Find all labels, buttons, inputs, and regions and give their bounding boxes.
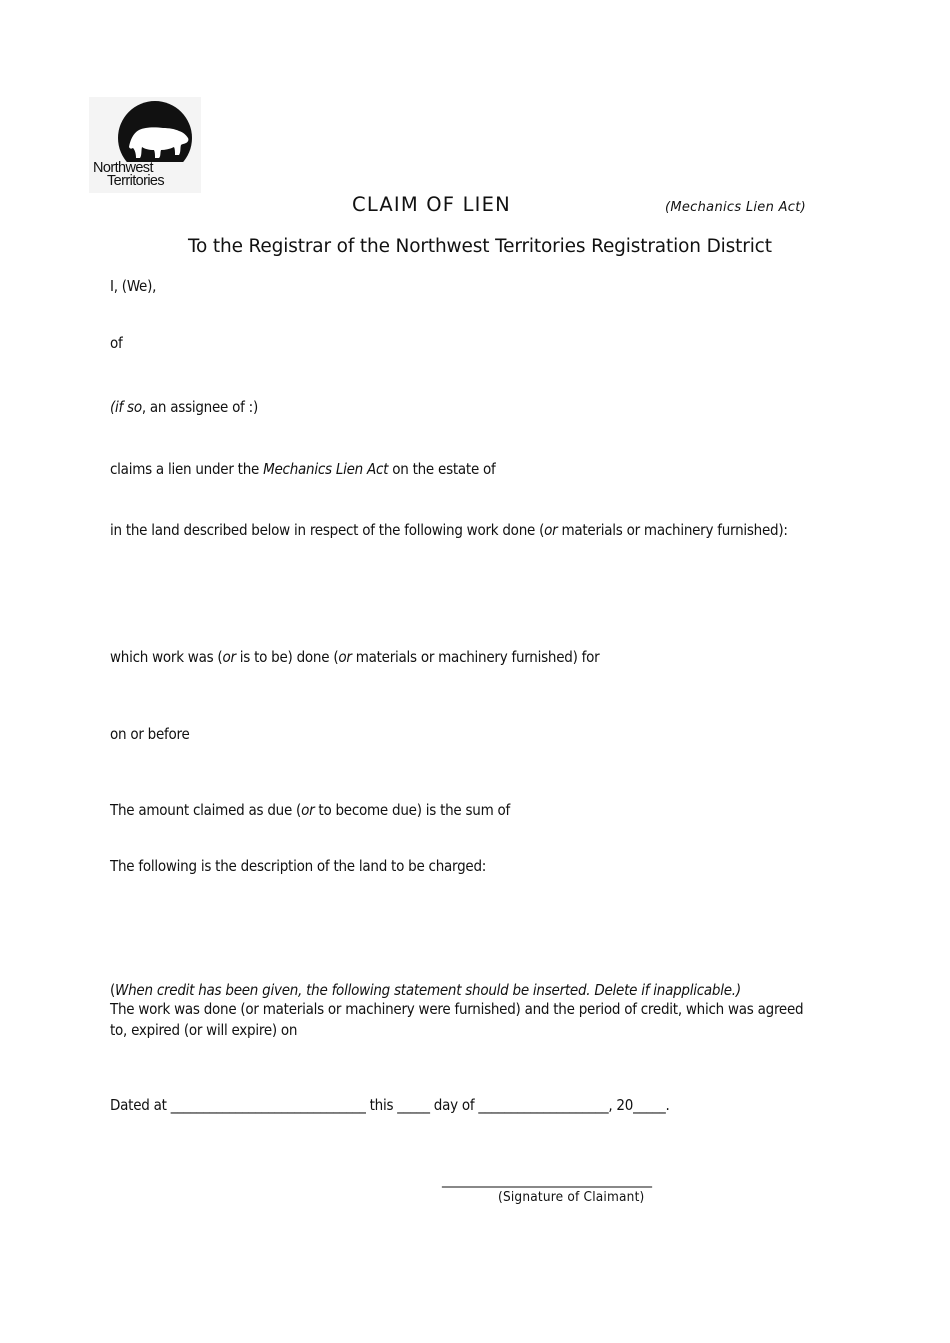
credit-note-paren: ( [110,981,116,999]
credit-note-text: When credit has been given, the following statement should be inserted. Delete if inapplicable.) [115,981,741,999]
signature-line: ______________________________ [442,1172,652,1188]
amount-post: to become due) is the sum of [314,801,511,819]
act-note: (Mechanics Lien Act) [665,200,806,215]
dated-line: Dated at ______________________________ this _____ day of ____________________, 20_____. [110,1096,670,1114]
registrar-heading: To the Registrar of the Northwest Territories Registration District [188,236,772,257]
land-line [110,521,788,539]
of-line: of [110,334,123,352]
credit-note [110,981,741,999]
amount-or: or [301,801,315,819]
work-mid: is to be) done ( [235,648,339,666]
claimant-line: I, (We), [110,277,157,295]
logo-text-territories: Territories [107,173,165,189]
land-pre: in the land described below in respect of the following work done ( [110,521,545,539]
claims-line [110,460,496,478]
signature-label: (Signature of Claimant) [498,1189,645,1205]
land-post: materials or machinery furnished): [557,521,788,539]
work-post: materials or machinery furnished) for [351,648,600,666]
work-or-1: or [222,648,236,666]
claims-pre: claims a lien under the [110,460,264,478]
credit-line-2: to, expired (or will expire) on [110,1021,298,1039]
claims-post: on the estate of [388,460,496,478]
assignee-italic: (if so [110,398,142,416]
on-or-before-line: on or before [110,725,190,743]
claims-act: Mechanics Lien Act [263,460,389,478]
credit-line-1: The work was done (or materials or machinery were furnished) and the period of credit, which was agreed [110,1000,804,1018]
land-or: or [544,521,558,539]
amount-line [110,801,510,819]
assignee-line [110,398,258,416]
assignee-rest: , an assignee of :) [141,398,258,416]
logo-text-northwest: Northwest [93,160,153,176]
description-line: The following is the description of the land to be charged: [110,857,487,875]
page-title: CLAIM OF LIEN [352,193,511,216]
work-pre: which work was ( [110,648,223,666]
work-or-2: or [338,648,352,666]
work-line [110,648,599,666]
amount-pre: The amount claimed as due ( [110,801,302,819]
